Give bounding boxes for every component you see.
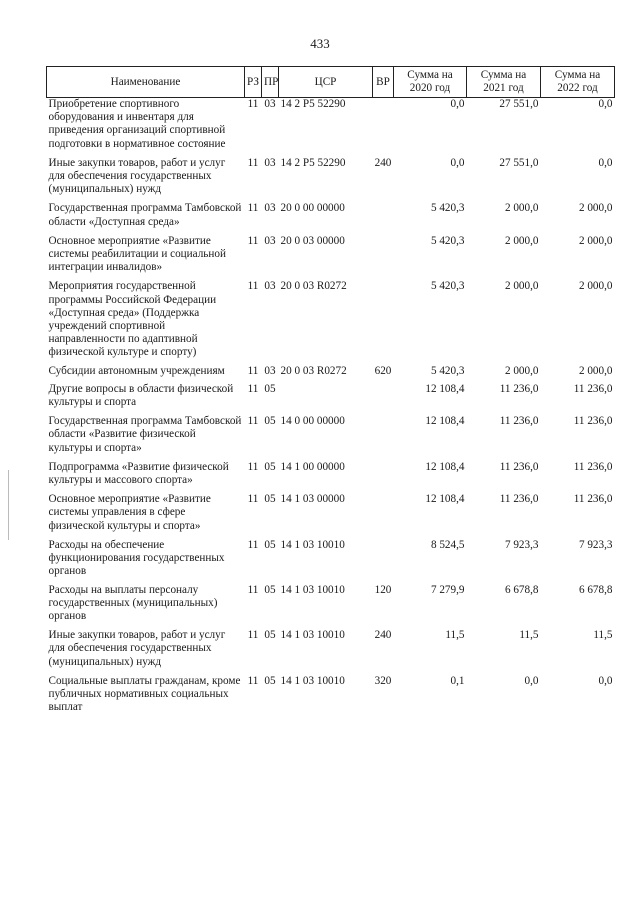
table-row (47, 629, 615, 675)
cell-y2022: 6 678,8 (578, 583, 613, 596)
col-header-pr: ПР (262, 67, 279, 98)
cell-pr: 05 (264, 674, 276, 687)
cell-rz: 11 (247, 629, 259, 642)
table-row (47, 383, 615, 415)
cell-name: Другие вопросы в области физической культуры и спорта (48, 382, 234, 409)
cell-y2020: 5 420,3 (430, 234, 465, 247)
cell-vr: 240 (374, 629, 392, 642)
cell-csr: 14 1 03 10010 (280, 538, 345, 551)
cell-vr: 320 (374, 674, 392, 687)
cell-pr: 05 (264, 493, 276, 506)
cell-name: Государственная программа Тамбовской области «Развитие физической культуры и спорта» (48, 415, 242, 454)
col-header-rz: РЗ (245, 67, 262, 98)
cell-y2020: 0,0 (450, 98, 465, 110)
cell-rz: 11 (247, 460, 259, 473)
cell-name: Основное мероприятие «Развитие системы реабилитации и социальной интеграции инвалидов» (48, 234, 226, 274)
cell-csr: 20 0 03 00000 (280, 234, 345, 247)
cell-vr (373, 383, 394, 415)
cell-csr: 20 0 00 00000 (280, 202, 345, 215)
table-row (47, 98, 615, 157)
cell-vr (373, 493, 394, 539)
cell-pr: 05 (264, 415, 276, 428)
cell-y2020: 0,1 (450, 674, 465, 687)
cell-y2022: 7 923,3 (578, 538, 613, 551)
table-row (47, 235, 615, 281)
cell-y2020: 5 420,3 (430, 280, 465, 293)
cell-rz: 11 (247, 538, 259, 551)
table-row (47, 157, 615, 203)
cell-vr (373, 98, 394, 157)
scan-margin-mark (8, 470, 9, 540)
cell-y2021: 11 236,0 (499, 382, 539, 395)
cell-rz: 11 (247, 202, 259, 215)
cell-y2021: 11 236,0 (499, 460, 539, 473)
cell-pr: 03 (264, 234, 276, 247)
cell-pr: 05 (264, 583, 276, 596)
cell-y2022: 0,0 (598, 98, 613, 110)
cell-rz: 11 (247, 280, 259, 293)
table-row (47, 539, 615, 584)
cell-name: Приобретение спортивного оборудования и инвентаря для приведения организаций спортивной подготовки в нормативное состояние (48, 98, 226, 150)
cell-name: Субсидии автономным учреждениям (48, 364, 225, 377)
table-row (47, 493, 615, 539)
cell-vr (373, 461, 394, 493)
cell-name: Расходы на выплаты персоналу государственных (муниципальных) органов (48, 583, 218, 622)
cell-y2022: 0,0 (598, 156, 613, 169)
cell-csr: 14 1 00 00000 (280, 460, 345, 473)
cell-vr: 120 (374, 583, 392, 596)
cell-y2021: 6 678,8 (504, 583, 539, 596)
cell-pr: 05 (264, 460, 276, 473)
cell-pr: 05 (264, 629, 276, 642)
cell-y2020: 12 108,4 (425, 415, 465, 428)
cell-pr: 05 (264, 538, 276, 551)
cell-y2022: 11 236,0 (573, 493, 613, 506)
cell-y2022: 0,0 (598, 674, 613, 687)
cell-name: Социальные выплаты гражданам, кроме публичных нормативных социальных выплат (48, 674, 241, 714)
table-row (47, 675, 615, 721)
cell-name: Государственная программа Тамбовской области «Доступная среда» (48, 202, 242, 228)
cell-vr: 240 (374, 156, 392, 169)
table-row (47, 202, 615, 234)
cell-y2021: 27 551,0 (499, 98, 539, 110)
cell-y2020: 12 108,4 (425, 493, 465, 506)
cell-pr: 05 (264, 382, 276, 395)
cell-csr: 14 1 03 00000 (280, 493, 345, 506)
cell-rz: 11 (247, 156, 259, 169)
table-row (47, 280, 615, 364)
cell-y2022: 2 000,0 (578, 234, 613, 247)
cell-vr (373, 539, 394, 584)
cell-y2020: 5 420,3 (430, 364, 465, 377)
cell-rz: 11 (247, 364, 259, 377)
cell-pr: 03 (264, 98, 276, 110)
cell-y2022: 11 236,0 (573, 382, 613, 395)
cell-csr: 14 1 03 10010 (280, 674, 345, 687)
cell-y2022: 11,5 (593, 629, 613, 642)
cell-vr (373, 202, 394, 234)
cell-y2021: 2 000,0 (504, 202, 539, 215)
cell-vr (373, 280, 394, 364)
cell-y2021: 2 000,0 (504, 234, 539, 247)
cell-vr: 620 (374, 364, 392, 377)
col-header-2022: Сумма на 2022 год (541, 67, 615, 98)
cell-csr (279, 383, 373, 415)
cell-y2021: 7 923,3 (504, 538, 539, 551)
cell-rz: 11 (247, 234, 259, 247)
cell-pr: 03 (264, 280, 276, 293)
cell-rz: 11 (247, 415, 259, 428)
cell-y2020: 8 524,5 (430, 538, 465, 551)
page-number: 433 (310, 36, 330, 51)
table-header-row (47, 67, 615, 98)
table-row (47, 584, 615, 630)
cell-y2020: 7 279,9 (430, 583, 465, 596)
cell-y2022: 11 236,0 (573, 460, 613, 473)
cell-name: Подпрограмма «Развитие физической культуры и массового спорта» (48, 460, 229, 487)
table-row (47, 461, 615, 493)
cell-csr: 14 1 03 10010 (280, 629, 345, 642)
cell-rz: 11 (247, 674, 259, 687)
cell-y2022: 2 000,0 (578, 280, 613, 293)
cell-csr: 14 0 00 00000 (280, 415, 345, 428)
cell-pr: 03 (264, 202, 276, 215)
cell-y2022: 2 000,0 (578, 364, 613, 377)
col-header-vr: ВР (373, 67, 394, 98)
cell-name: Расходы на обеспечение функционирования государственных органов (48, 538, 225, 578)
table-row (47, 415, 615, 461)
cell-rz: 11 (247, 382, 259, 395)
cell-y2021: 2 000,0 (504, 364, 539, 377)
col-header-name: Наименование (47, 67, 245, 98)
cell-csr: 14 2 P5 52290 (280, 98, 346, 110)
cell-csr: 14 2 P5 52290 (280, 156, 346, 169)
cell-rz: 11 (247, 583, 259, 596)
cell-csr: 14 1 03 10010 (280, 583, 345, 596)
col-header-csr: ЦСР (279, 67, 373, 98)
cell-vr (373, 415, 394, 461)
cell-name: Мероприятия государственной программы Российской Федерации «Доступная среда» (Поддержка учреждений спортивной направленности по адаптивной физической культуре и спорту) (48, 280, 217, 359)
cell-name: Основное мероприятие «Развитие системы управления в сфере физической культуры и спорта» (48, 493, 211, 532)
table-row (47, 365, 615, 383)
cell-y2020: 0,0 (450, 156, 465, 169)
cell-y2021: 0,0 (524, 674, 539, 687)
cell-y2021: 11 236,0 (499, 493, 539, 506)
cell-pr: 03 (264, 156, 276, 169)
cell-y2020: 5 420,3 (430, 202, 465, 215)
cell-csr: 20 0 03 R0272 (280, 280, 347, 293)
cell-y2020: 11,5 (445, 629, 465, 642)
cell-csr: 20 0 03 R0272 (280, 364, 347, 377)
cell-vr (373, 235, 394, 281)
cell-y2020: 12 108,4 (425, 382, 465, 395)
cell-name: Иные закупки товаров, работ и услуг для обеспечения государственных (муниципальных) нужд (48, 629, 226, 668)
cell-y2022: 11 236,0 (573, 415, 613, 428)
cell-y2021: 2 000,0 (504, 280, 539, 293)
cell-rz: 11 (247, 98, 259, 110)
col-header-2020: Сумма на 2020 год (394, 67, 467, 98)
cell-y2021: 27 551,0 (499, 156, 539, 169)
col-header-2021: Сумма на 2021 год (467, 67, 541, 98)
cell-y2021: 11,5 (519, 629, 539, 642)
cell-rz: 11 (247, 493, 259, 506)
cell-y2021: 11 236,0 (499, 415, 539, 428)
cell-name: Иные закупки товаров, работ и услуг для обеспечения государственных (муниципальных) нужд (48, 156, 226, 196)
cell-pr: 03 (264, 364, 276, 377)
budget-table (46, 66, 615, 720)
cell-y2022: 2 000,0 (578, 202, 613, 215)
cell-y2020: 12 108,4 (425, 460, 465, 473)
